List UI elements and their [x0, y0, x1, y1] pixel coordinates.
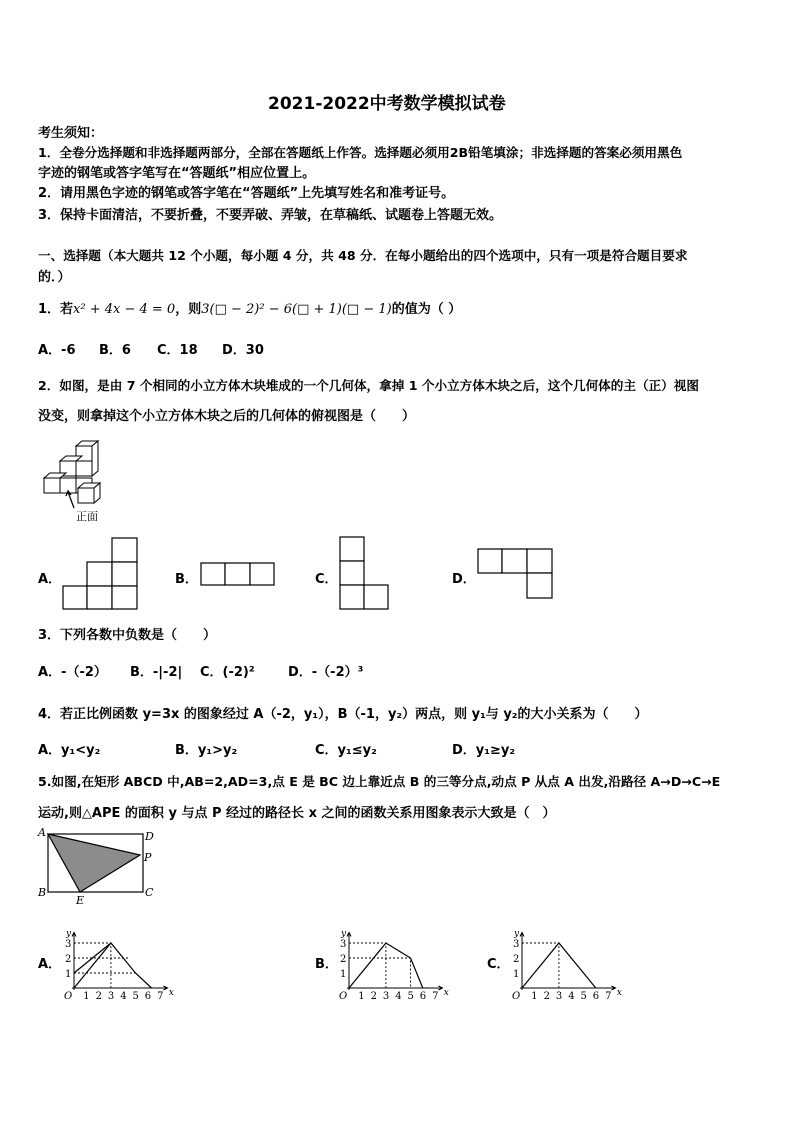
q1-option-a: A．-6 [38, 343, 76, 358]
x-tick-label: 7 [432, 991, 439, 1002]
q5-option-b-graph [335, 916, 465, 1002]
x-axis-label: x [168, 988, 174, 998]
q3-option-b: B．-|-2| [130, 665, 183, 680]
origin-label: O [512, 991, 521, 1002]
q5-option-c-graph [508, 916, 638, 1002]
x-tick-label: 6 [419, 991, 427, 1002]
y-tick-label: 3 [513, 939, 520, 950]
notice-line-2: 2．请用黑色字迹的钢笔或答字笔在“答题纸”上先填写姓名和准考证号。 [38, 186, 455, 201]
q1-option-d: D．30 [222, 343, 264, 358]
x-tick-label: 5 [407, 991, 414, 1002]
q5-option-c-label: C． [487, 957, 510, 972]
origin-label: O [339, 991, 348, 1002]
svg-text:D: D [145, 830, 154, 843]
graph-line [349, 943, 423, 988]
q1-option-c: C．18 [157, 343, 198, 358]
q2-cube-figure [38, 436, 113, 526]
y-tick-label: 3 [340, 939, 347, 950]
page-title: 2021-2022中考数学模拟试卷 [268, 94, 506, 114]
x-tick-label: 6 [592, 991, 600, 1002]
x-tick-label: 5 [580, 991, 587, 1002]
x-tick-label: 1 [531, 991, 538, 1002]
q1-option-b: B．6 [99, 343, 131, 358]
y-tick-label: 1 [65, 969, 72, 980]
origin-label: O [64, 991, 73, 1002]
x-tick-label: 2 [543, 991, 550, 1002]
x-tick-label: 1 [83, 991, 90, 1002]
notice-line-1b: 字迹的钢笔或答字笔写在“答题纸”相应位置上。 [38, 166, 316, 181]
notice-heading: 考生须知： [38, 126, 104, 141]
x-axis-label: x [616, 988, 622, 998]
q3-option-d: D．-（-2）³ [288, 665, 364, 680]
y-tick-label: 3 [65, 939, 72, 950]
x-tick-label: 4 [120, 991, 127, 1002]
q2-option-b-label: B． [175, 572, 198, 587]
q5-rectangle-figure [36, 826, 156, 906]
notice-line-1a: 1．全卷分选择题和非选择题两部分，全部在答题纸上作答。选择题必须用2B铅笔填涂；非选择题的答案必须用黑色 [38, 145, 683, 160]
x-tick-label: 4 [568, 991, 575, 1002]
q1-expression: 3(□ − 2)² − 6(□ + 1)(□ − 1) [201, 302, 392, 317]
y-axis-label: y [66, 929, 72, 939]
q4-option-c: C．y₁≤y₂ [315, 743, 377, 758]
q2-option-c-figure [339, 536, 389, 610]
x-tick-label: 1 [358, 991, 365, 1002]
notice-line-3: 3．保持卡面清洁，不要折叠，不要弄破、弄皱，在草稿纸、试题卷上答题无效。 [38, 208, 503, 223]
q2-option-c-label: C． [315, 572, 338, 587]
q2-option-d-figure [477, 548, 553, 599]
q2-option-a-label: A． [38, 572, 62, 587]
q4-option-d: D．y₁≥y₂ [452, 743, 516, 758]
q2-option-b-figure [200, 562, 275, 586]
svg-text:B: B [38, 886, 47, 899]
q2-stem-1: 2．如图，是由 7 个相同的小立方体木块堆成的一个几何体，拿掉 1 个小立方体木块之后，这个几何体的主（正）视图 [38, 378, 699, 393]
q3-option-a: A．-（-2） [38, 665, 107, 680]
svg-text:P: P [144, 851, 152, 864]
svg-text:C: C [145, 886, 154, 899]
y-axis-label: y [341, 929, 347, 939]
x-tick-label: 2 [370, 991, 377, 1002]
x-tick-label: 2 [95, 991, 102, 1002]
x-tick-label: 5 [132, 991, 139, 1002]
q4-option-b: B．y₁>y₂ [175, 743, 238, 758]
front-label: 正面 [76, 510, 98, 523]
q5-option-b-label: B． [315, 957, 338, 972]
q4-stem: 4．若正比例函数 y=3x 的图象经过 A（-2，y₁），B（-1，y₂）两点，则 y₁与 y₂的大小关系为（ ） [38, 707, 648, 722]
svg-text:E: E [76, 894, 85, 907]
y-tick-label: 1 [340, 969, 347, 980]
x-tick-label: 3 [107, 991, 115, 1002]
svg-text:A: A [38, 826, 46, 839]
x-tick-label: 3 [382, 991, 390, 1002]
q1-condition: x² + 4x − 4 = 0 [73, 302, 176, 317]
q3-stem: 3．下列各数中负数是（ ） [38, 628, 217, 643]
x-tick-label: 7 [157, 991, 164, 1002]
q5-option-a-graph [60, 916, 190, 1002]
graph-line [74, 943, 151, 988]
guide-line [349, 958, 411, 988]
y-tick-label: 2 [340, 954, 347, 965]
y-tick-label: 2 [65, 954, 72, 965]
x-tick-label: 3 [555, 991, 563, 1002]
graph-line [522, 943, 596, 988]
y-tick-label: 1 [513, 969, 520, 980]
q3-option-c: C．(-2)² [200, 665, 255, 680]
x-tick-label: 4 [395, 991, 402, 1002]
q5-stem-1: 5.如图,在矩形 ABCD 中,AB=2,AD=3,点 E 是 BC 边上靠近点 B 的三等分点,动点 P 从点 A 出发,沿路径 A→D→C→E [38, 774, 721, 789]
x-tick-label: 6 [144, 991, 152, 1002]
section-heading-2: 的．） [38, 270, 71, 285]
x-axis-label: x [443, 988, 449, 998]
q2-option-a-figure [62, 537, 138, 610]
q5-stem-2: 运动,则△APE 的面积 y 与点 P 经过的路径长 x 之间的函数关系用图象表示大致是（ ） [38, 806, 556, 821]
q5-option-a-label: A． [38, 957, 62, 972]
q2-stem-2: 没变，则拿掉这个小立方体木块之后的几何体的俯视图是（ ） [38, 409, 416, 424]
y-tick-label: 2 [513, 954, 520, 965]
q4-option-a: A．y₁<y₂ [38, 743, 101, 758]
y-axis-label: y [514, 929, 520, 939]
section-heading-1: 一、选择题（本大题共 12 个小题，每小题 4 分，共 48 分．在每小题给出的四个选项中，只有一项是符合题目要求 [38, 248, 688, 263]
q2-option-d-label: D． [452, 572, 476, 587]
x-tick-label: 7 [605, 991, 612, 1002]
q1-stem: 1．若x² + 4x − 4 = 0，则3(□ − 2)² − 6(□ + 1)(□ − 1)的值为（ ） [38, 302, 462, 317]
